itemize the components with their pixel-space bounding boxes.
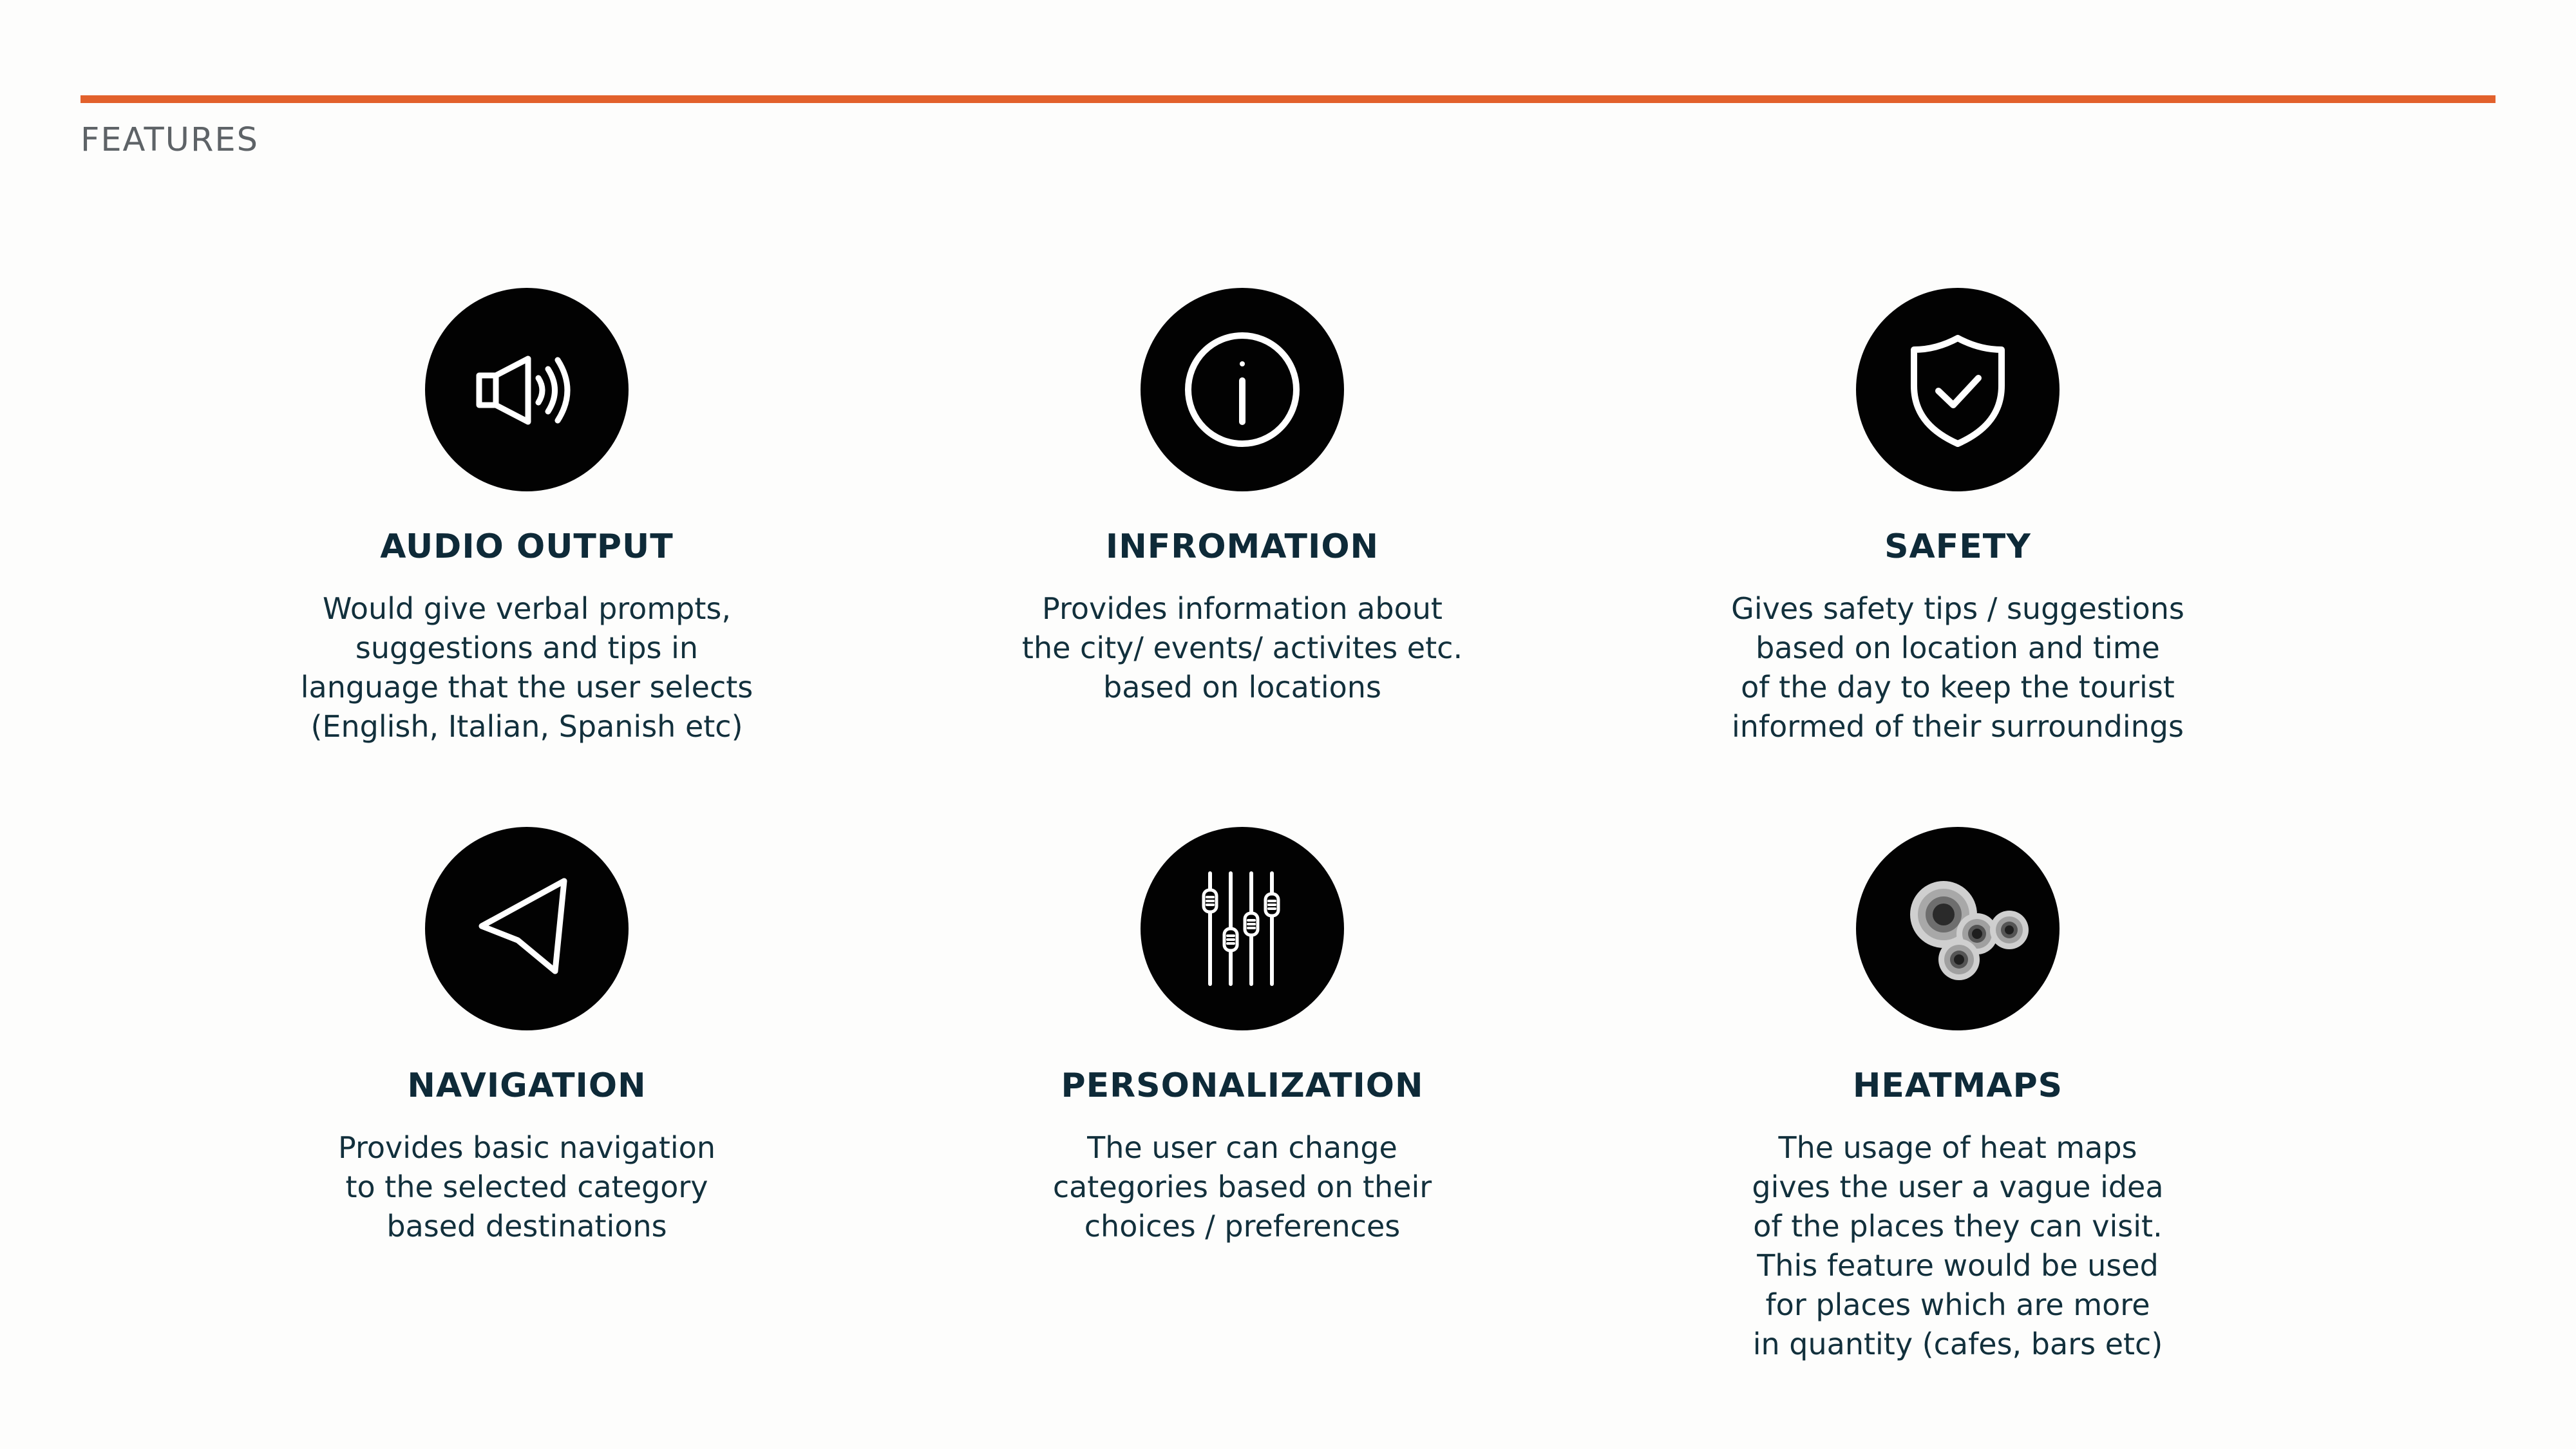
- feature-title: SAFETY: [1884, 527, 2031, 566]
- feature-description: Gives safety tips / suggestions based on location and time of the day to keep the tourist informed of their surroundings: [1731, 591, 2184, 744]
- feature-navigation: [237, 827, 817, 1246]
- heatmap-icon: [1856, 827, 2060, 1030]
- sliders-icon: [1141, 827, 1344, 1030]
- feature-title: NAVIGATION: [407, 1066, 647, 1105]
- speaker-icon: [425, 288, 629, 491]
- feature-personalization: [952, 827, 1532, 1246]
- feature-heatmaps: [1668, 827, 2248, 1364]
- feature-description: Provides basic navigation to the selected category based destinations: [338, 1130, 715, 1244]
- feature-description: Provides information about the city/ events/ activites etc. based on locations: [1021, 591, 1463, 705]
- feature-safety: [1668, 288, 2248, 746]
- feature-audio-output: [237, 288, 817, 746]
- feature-title: INFROMATION: [1105, 527, 1379, 566]
- feature-information: [952, 288, 1532, 707]
- section-label: FEATURES: [80, 121, 260, 159]
- info-icon: [1141, 288, 1344, 491]
- navigation-arrow-icon: [425, 827, 629, 1030]
- feature-description: The usage of heat maps gives the user a vague idea of the places they can visit. This feature would be used for places which are more in quantity (cafes, bars etc): [1752, 1130, 2164, 1361]
- feature-title: HEATMAPS: [1852, 1066, 2063, 1105]
- feature-description: Would give verbal prompts, suggestions and tips in language that the user selects (English, Italian, Spanish etc): [300, 591, 753, 744]
- feature-title: PERSONALIZATION: [1061, 1066, 1424, 1105]
- top-accent-rule: [80, 95, 2496, 103]
- shield-check-icon: [1856, 288, 2060, 491]
- feature-description: The user can change categories based on their choices / preferences: [1052, 1130, 1432, 1244]
- feature-title: AUDIO OUTPUT: [380, 527, 674, 566]
